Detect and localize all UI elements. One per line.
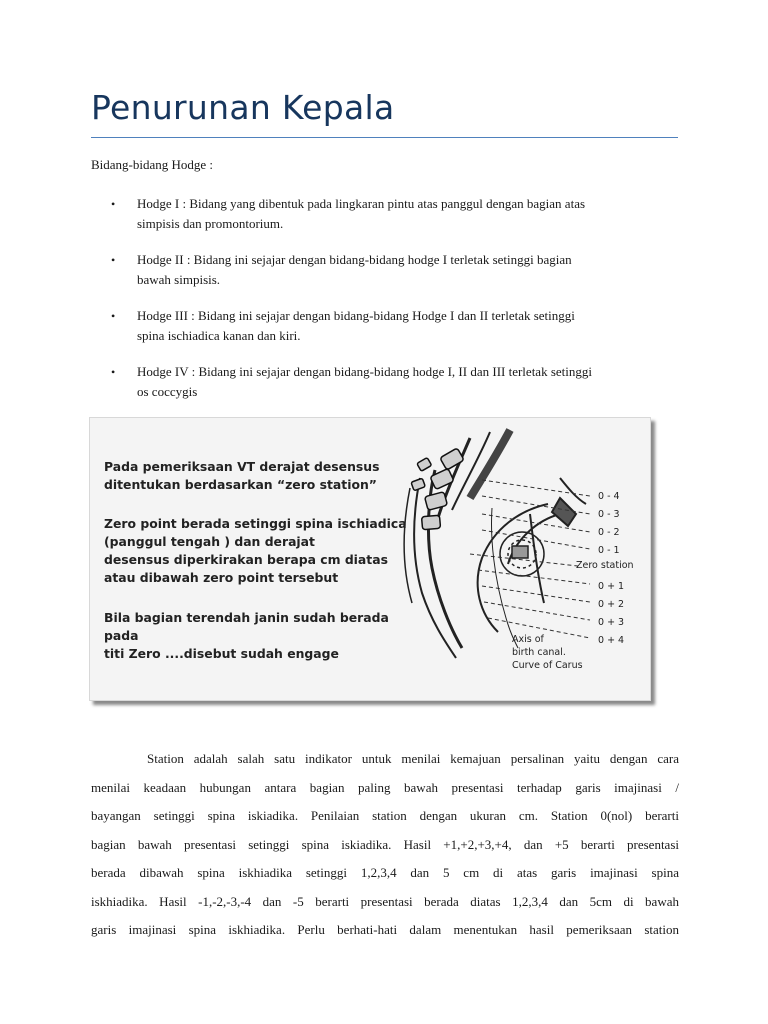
title-underline — [91, 137, 678, 138]
hodge-item-text: bawah simpisis. — [137, 272, 221, 287]
bullet-icon: • — [111, 253, 116, 267]
station-label: 0 - 1 — [598, 545, 620, 556]
figure-text-line: (panggul tengah ) dan derajat — [104, 534, 315, 549]
paragraph-line: berada dibawah spina iskhiadika setinggi 1,2,3,4 dan 5 cm di atas garis imajinasi spina — [91, 865, 679, 880]
paragraph-line: iskhiadika. Hasil -1,-2,-3,-4 dan -5 berarti presentasi berada diatas 1,2,3,4 dan 5cm di bawah — [91, 893, 679, 909]
hodge-item-text: Hodge III : Bidang ini sejajar dengan bidang-bidang Hodge I dan II terletak setinggi — [137, 308, 575, 323]
hodge-item-1 — [91, 194, 677, 234]
paragraph-line-text: Station adalah salah satu indikator untuk menilai kemajuan persalinan yaitu dengan cara — [147, 751, 679, 766]
figure-text-line: Bila bagian terendah janin sudah berada pada — [104, 610, 389, 643]
station-label-list — [598, 488, 658, 560]
station-label-list-lower — [598, 578, 658, 650]
hodge-item-text: Hodge I : Bidang yang dibentuk pada lingkaran pintu atas panggul dengan bagian atas — [137, 196, 586, 211]
axis-caption-line: Curve of Carus — [512, 660, 583, 671]
bullet-icon: • — [111, 309, 116, 323]
figure-text-line: Pada pemeriksaan VT derajat desensus — [104, 459, 380, 474]
hodge-item-3 — [91, 306, 677, 346]
station-label: 0 - 4 — [598, 491, 620, 502]
station-figure — [89, 417, 657, 707]
hodge-item-2 — [91, 250, 677, 290]
hodge-item-text: simpisis dan promontorium. — [137, 216, 284, 231]
axis-caption — [512, 633, 583, 672]
station-label: 0 + 3 — [598, 617, 625, 628]
station-label: 0 - 3 — [598, 509, 620, 520]
station-label: 0 + 1 — [598, 581, 625, 592]
station-paragraph — [91, 745, 679, 945]
figure-text-line: ditentukan berdasarkan “zero station” — [104, 477, 377, 492]
hodge-subheading: Bidang-bidang Hodge : — [91, 157, 214, 172]
hodge-list — [91, 194, 691, 418]
zero-station-label: Zero station — [576, 560, 634, 571]
page-title: Penurunan Kepala — [91, 88, 395, 127]
figure-text-line: titi Zero ....disebut sudah engage — [104, 646, 339, 661]
hodge-item-text: spina ischiadica kanan dan kiri. — [137, 328, 301, 343]
figure-text-line: Zero point berada setinggi spina ischiadica — [104, 516, 407, 531]
bullet-icon: • — [111, 197, 116, 211]
paragraph-line — [91, 745, 679, 774]
paragraph-line: menilai keadaan hubungan antara bagian paling bawah presentasi terhadap garis imajinasi / — [91, 779, 679, 795]
vertebrae-illustration — [411, 448, 464, 530]
station-label: 0 + 4 — [598, 635, 625, 646]
hodge-item-4 — [91, 362, 677, 402]
paragraph-line: bayangan setinggi spina iskiadika. Penilaian station dengan ukuran cm. Station 0(nol) berarti — [91, 808, 679, 823]
axis-curve — [492, 508, 518, 648]
bullet-icon: • — [111, 365, 116, 379]
paragraph-line: bagian bawah presentasi setinggi spina iskiadika. Hasil +1,+2,+3,+4, dan +5 berarti presentasi — [91, 836, 679, 852]
station-label: 0 - 2 — [598, 527, 620, 538]
axis-caption-line: birth canal. — [512, 647, 566, 658]
pelvic-outline — [478, 478, 586, 632]
figure-frame — [89, 417, 651, 701]
figure-text-line: desensus diperkirakan berapa cm diatas — [104, 552, 388, 567]
hodge-item-text: Hodge II : Bidang ini sejajar dengan bidang-bidang hodge I terletak setinggi bagian — [137, 252, 572, 267]
station-lines — [470, 480, 590, 638]
hodge-item-text: os coccygis — [137, 384, 198, 399]
hodge-item-text: Hodge IV : Bidang ini sejajar dengan bidang-bidang hodge I, II dan III terletak setinggi — [137, 364, 592, 379]
axis-caption-line: Axis of — [512, 634, 544, 645]
paragraph-line: garis imajinasi spina iskhiadika. Perlu berhati-hati dalam menentukan hasil pemeriksaan station — [91, 922, 679, 937]
figure-text-line: atau dibawah zero point tersebut — [104, 570, 339, 585]
station-label: 0 + 2 — [598, 599, 625, 610]
